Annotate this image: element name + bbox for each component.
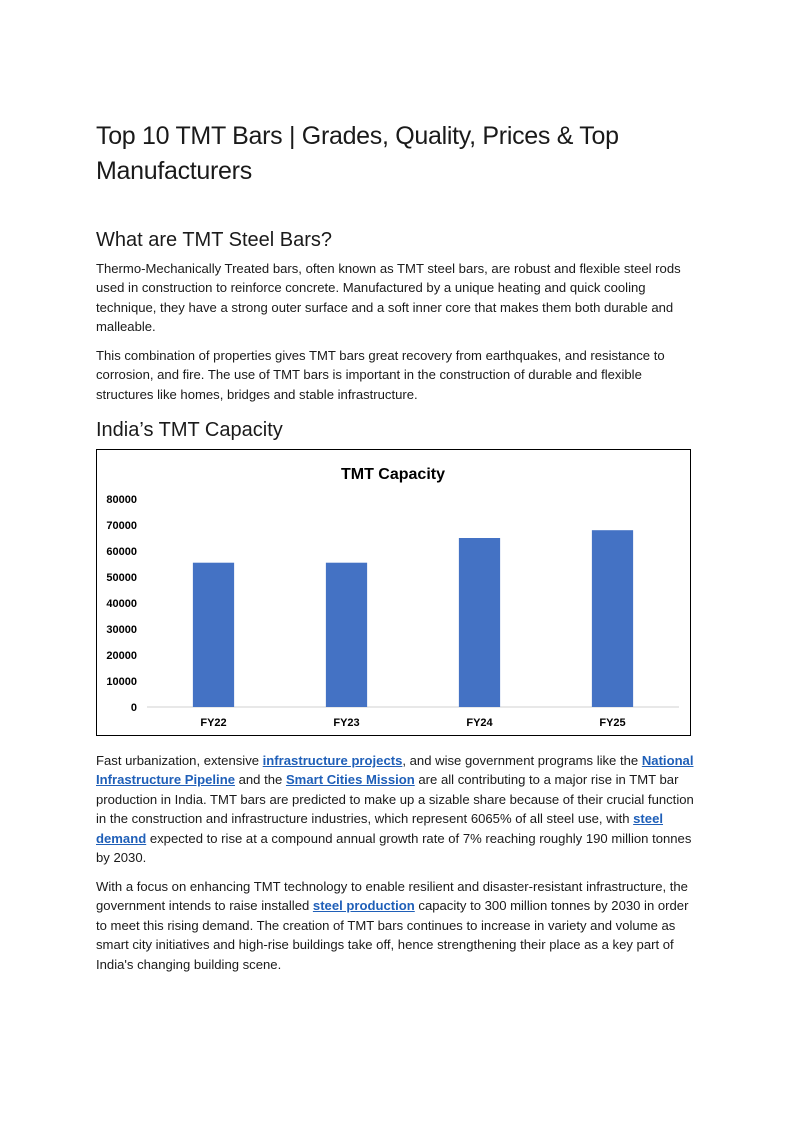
x-tick-label: FY24 <box>466 717 493 729</box>
bar-fy22 <box>193 563 234 707</box>
text-run: With a focus on enhancing TMT technology to enable resilient and disaster-resistant infrastructure, the government intends to raise installed <box>96 879 688 914</box>
link-national-infrastructure-pipeline[interactable]: National Infrastructure Pipeline <box>96 753 694 788</box>
text-run: , and wise government programs like the <box>402 753 642 768</box>
link-smart-cities-mission[interactable]: Smart Cities Mission <box>285 772 415 788</box>
link-steel-production[interactable]: steel production <box>312 898 415 914</box>
x-tick-label: FY25 <box>599 717 626 729</box>
text-run: are all contributing to a major rise in TMT bar production in India. TMT bars are predicted to make up a sizable share because of their crucial function in the construction and infrastructure industries, which represent 6065% of all steel use, with <box>96 772 694 827</box>
x-tick-label: FY22 <box>200 717 227 729</box>
paragraph-growth <box>96 751 702 867</box>
bar-fy24 <box>459 538 500 707</box>
paragraph-government-plan <box>96 877 702 974</box>
section-heading-tmt-capacity: India’s TMT Capacity <box>96 419 283 441</box>
paragraph-definition: Thermo-Mechanically Treated bars, often known as TMT steel bars, are robust and flexible steel rods used in construction to reinforce concrete. Manufactured by a unique heating and quick cooling technique, they have a strong outer surface and a soft inner core that makes them both durable and malleable. <box>96 261 681 335</box>
chart-canvas <box>97 450 690 735</box>
x-tick-label: FY23 <box>333 717 360 729</box>
tmt-capacity-chart <box>96 449 691 736</box>
text-run: expected to rise at a compound annual growth rate of 7% reaching roughly 190 million tonnes by 2030. <box>96 830 692 866</box>
y-tick-label: 70000 <box>106 520 137 532</box>
y-tick-label: 80000 <box>106 494 137 506</box>
bar-fy23 <box>326 563 367 707</box>
y-tick-label: 0 <box>130 702 137 714</box>
text-run: and the <box>234 772 286 788</box>
y-tick-label: 60000 <box>106 546 137 558</box>
y-tick-label: 30000 <box>106 624 137 636</box>
page-title: Top 10 TMT Bars | Grades, Quality, Prices & Top Manufacturers <box>96 122 619 185</box>
y-tick-label: 10000 <box>106 676 137 688</box>
chart-title: TMT Capacity <box>340 466 446 483</box>
text-run: Fast urbanization, extensive <box>96 753 263 768</box>
paragraph-properties: This combination of properties gives TMT bars great recovery from earthquakes, and resistance to corrosion, and fire. The use of TMT bars is important in the construction of durable and flexible structures like homes, bridges and stable infrastructure. <box>96 348 665 402</box>
bar-fy25 <box>592 530 633 707</box>
y-tick-label: 40000 <box>106 598 137 610</box>
link-infrastructure-projects[interactable]: infrastructure projects <box>262 753 403 768</box>
section-heading-tmt-steel-bars: What are TMT Steel Bars? <box>96 229 333 251</box>
y-tick-label: 50000 <box>106 572 137 584</box>
link-steel-demand[interactable]: steel demand <box>96 811 663 846</box>
text-run: capacity to 300 million tonnes by 2030 in order to meet this rising demand. The creation of TMT bars continues to increase in variety and volume as smart city initiatives and high-rise buildings take off, hence strengthening their place as a key part of India's changing building scene. <box>96 898 689 972</box>
y-tick-label: 20000 <box>106 650 137 662</box>
